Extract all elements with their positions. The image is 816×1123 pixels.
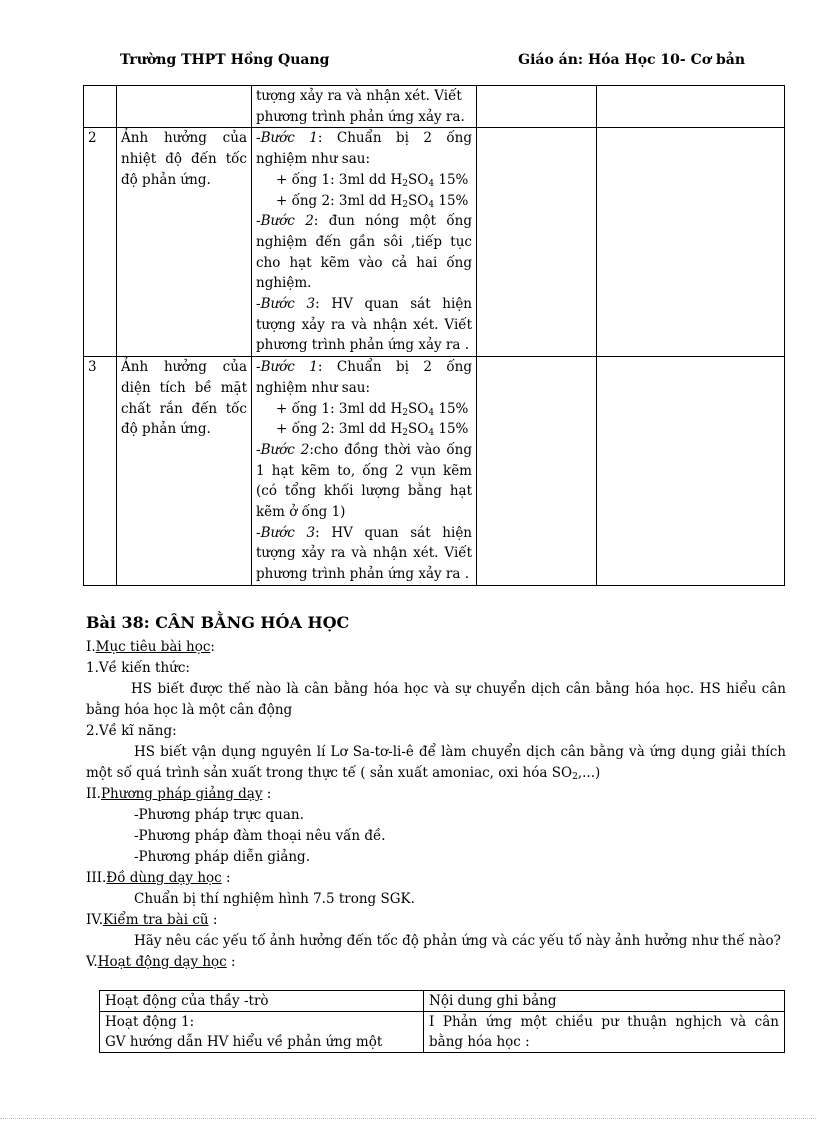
subject-title: Giáo án: Hóa Học 10- Cơ bản xyxy=(518,52,745,68)
procedure-cell: -Bước 1: Chuẩn bị 2 ống nghiệm như sau: + ống 1: 3ml dd $H_2SO_4$ 15% + ống 2: 3ml dd $H_2SO_4$ 15% -Bước 2:cho đồng thời vào ống 1 hạt kẽm to, ống 2 vụn kẽm (có tổng khối lượng bằng hạt kẽm ở ống 1) -Bước 3: HV quan sát hiện tượng xảy ra và nhận xét. Viết phương trình phản ứng xảy ra . xyxy=(252,357,477,586)
subheading-knowledge: 1.Về kiến thức: xyxy=(86,660,190,676)
procedure-cell: -Bước 1: Chuẩn bị 2 ống nghiệm như sau: + ống 1: 3ml dd $H_2SO_4$ 15% + ống 2: 3ml dd $H_2SO_4$ 15% -Bước 2: đun nóng một ống nghiệm đến gần sôi ,tiếp tục cho hạt kẽm vào cả hai ống nghiệm. -Bước 3: HV quan sát hiện tượng xảy ra và nhận xét. Viết phương trình phản ứng xảy ra . xyxy=(252,128,477,357)
table-row xyxy=(100,1012,785,1053)
skills-text: HS biết vận dụng nguyên lí Lơ Sa-tơ-li-ê để làm chuyển dịch cân bằng và ứng dụng giải thích một số quá trình sản xuất trong thực tế ( sản xuất amoniac, oxi hóa $SO_2$,...) xyxy=(86,744,786,782)
knowledge-text: HS biết được thế nào là cân bằng hóa học và sự chuyển dịch cân bằng hóa học. HS hiểu cân bằng hóa học là một cân động xyxy=(86,681,786,718)
activity-table xyxy=(99,990,785,1053)
equipment-text: Chuẩn bị thí nghiệm hình 7.5 trong SGK. xyxy=(134,891,415,907)
table-row xyxy=(84,128,785,357)
list-item: -Phương pháp diễn giảng. xyxy=(134,849,310,865)
row-number: 3 xyxy=(84,357,117,586)
review-question: Hãy nêu các yếu tố ảnh hưởng đến tốc độ phản ứng và các yếu tố này ảnh hưởng như thế nào? xyxy=(134,933,781,949)
subheading-skills: 2.Về kĩ năng: xyxy=(86,723,177,739)
row-number: 2 xyxy=(84,128,117,357)
column-header: Hoạt động của thầy -trò xyxy=(100,991,424,1012)
page-header xyxy=(120,52,745,72)
activity-text: GV hướng dẫn HV hiểu về phản ứng một xyxy=(105,1034,383,1050)
table-row xyxy=(84,86,785,128)
section-heading-1: I.Mục tiêu bài học: xyxy=(86,639,215,655)
column-header: Nội dung ghi bảng xyxy=(424,991,785,1012)
section-heading-4: IV.Kiểm tra bài cũ : xyxy=(86,912,218,928)
table-row xyxy=(100,991,785,1012)
experiment-table xyxy=(83,85,785,586)
footer-divider xyxy=(0,1118,816,1119)
list-item: -Phương pháp đàm thoại nêu vấn đề. xyxy=(134,828,386,844)
table-row xyxy=(84,357,785,586)
row0-line2: phương trình phản ứng xảy ra. xyxy=(256,108,465,125)
section-heading-3: III.Đồ dùng dạy học : xyxy=(86,870,231,886)
lesson-body xyxy=(86,637,786,973)
section-heading-2: II.Phương pháp giảng dạy : xyxy=(86,786,272,802)
row0-line1: tượng xảy ra và nhận xét. Viết xyxy=(256,88,462,104)
school-name: Trường THPT Hồng Quang xyxy=(120,52,330,68)
section-heading-5: V.Hoạt động dạy học : xyxy=(86,954,236,970)
list-item: -Phương pháp trực quan. xyxy=(134,807,304,823)
lesson-title: Bài 38: CÂN BẰNG HÓA HỌC xyxy=(86,613,350,632)
factor-title: Ảnh hưởng của diện tích bề mặt chất rắn đến tốc độ phản ứng. xyxy=(117,357,252,586)
board-content: I Phản ứng một chiều pư thuận nghịch và cân bằng hóa học : xyxy=(424,1012,785,1053)
factor-title: Ảnh hưởng của nhiệt độ đến tốc độ phản ứng. xyxy=(117,128,252,357)
activity-label: Hoạt động 1: xyxy=(105,1014,195,1030)
